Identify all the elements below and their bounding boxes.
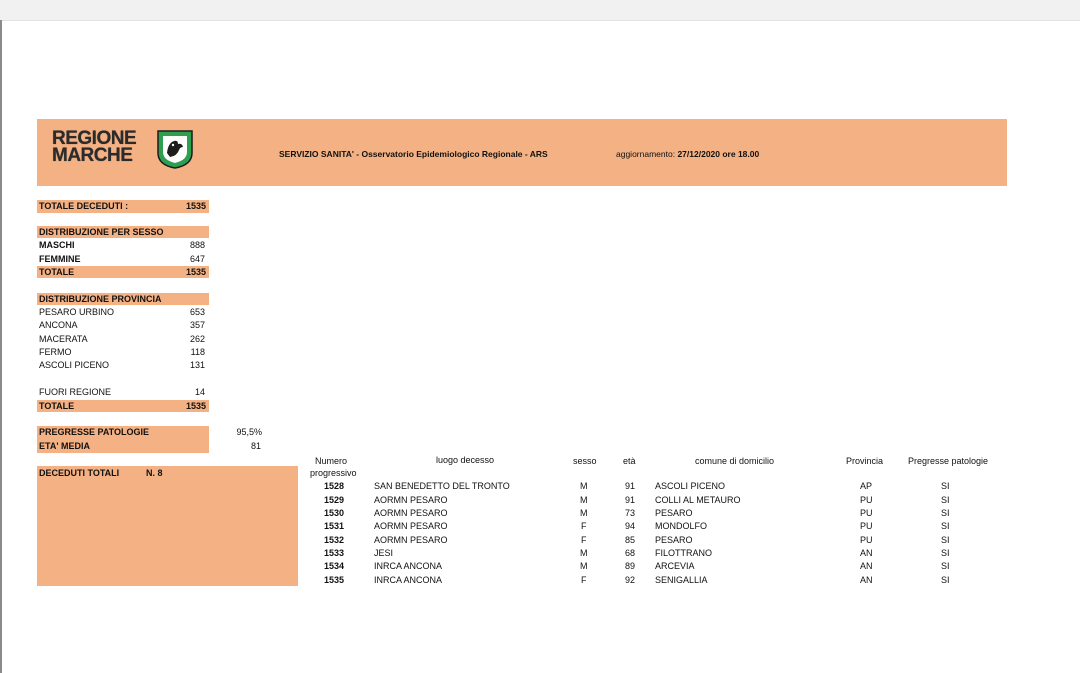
- cell-pat: SI: [941, 575, 950, 585]
- regione-shield-icon: [156, 129, 194, 169]
- cell-luogo: AORMN PESARO: [374, 508, 448, 518]
- cell-luogo: AORMN PESARO: [374, 495, 448, 505]
- viewer-top-bar: [0, 0, 1080, 21]
- cell-sesso: F: [581, 575, 587, 585]
- sex-total-label: TOTALE: [39, 267, 75, 277]
- pathologies-label: PREGRESSE PATOLOGIE: [39, 427, 150, 437]
- cell-comune: PESARO: [655, 535, 693, 545]
- cell-eta: 85: [625, 535, 636, 545]
- cell-comune: MONDOLFO: [655, 521, 708, 531]
- sex-distribution-header: [37, 226, 209, 238]
- outside-region-value: 14: [194, 387, 205, 397]
- province-total-value: 1535: [185, 401, 206, 411]
- cell-eta: 91: [625, 495, 636, 505]
- province-row: [39, 333, 207, 345]
- sex-total-bar: [37, 266, 209, 278]
- sex-total-value: 1535: [185, 267, 206, 277]
- province-row: [39, 359, 207, 371]
- cell-sesso: F: [581, 535, 587, 545]
- cell-prov: AN: [860, 575, 873, 585]
- report-header: [37, 119, 1007, 186]
- cell-pat: SI: [941, 561, 950, 571]
- province-distribution-header: [37, 293, 209, 305]
- regione-marche-logo: [52, 129, 182, 171]
- province-value: 118: [190, 347, 205, 357]
- cell-pat: SI: [941, 481, 950, 491]
- pathologies-value: 95,5%: [236, 427, 262, 437]
- logo-text-regione: REGIONE: [52, 128, 137, 149]
- deaths-total-label: DECEDUTI TOTALI: [39, 468, 120, 478]
- col-header-sesso: sesso: [573, 456, 597, 466]
- cell-num: 1533: [324, 548, 345, 558]
- cell-eta: 73: [625, 508, 636, 518]
- province-total-bar: [37, 400, 209, 412]
- service-title: SERVIZIO SANITA' - Osservatorio Epidemiologico Regionale - ARS: [279, 149, 548, 159]
- cell-comune: ARCEVIA: [655, 561, 695, 571]
- cell-prov: PU: [860, 535, 873, 545]
- age-value: 81: [250, 441, 261, 451]
- cell-num: 1535: [324, 575, 345, 585]
- cell-prov: AN: [860, 561, 873, 571]
- province-total-label: TOTALE: [39, 401, 75, 411]
- logo-text-marche: MARCHE: [52, 145, 133, 166]
- col-header-provincia: Provincia: [846, 456, 884, 466]
- update-info: [616, 149, 759, 159]
- cell-num: 1529: [324, 495, 345, 505]
- col-header-progressivo: progressivo: [310, 468, 357, 478]
- cell-eta: 91: [625, 481, 636, 491]
- cell-num: 1532: [324, 535, 345, 545]
- province-label: FERMO: [39, 347, 72, 357]
- cell-sesso: M: [580, 508, 588, 518]
- province-row: [39, 319, 207, 331]
- cell-pat: SI: [941, 521, 950, 531]
- viewer-left-edge: [0, 20, 2, 673]
- cell-eta: 92: [625, 575, 636, 585]
- cell-prov: PU: [860, 521, 873, 531]
- sex-label: MASCHI: [39, 240, 75, 250]
- province-distribution-title: DISTRIBUZIONE PROVINCIA: [39, 294, 162, 304]
- cell-luogo: JESI: [374, 548, 394, 558]
- cell-pat: SI: [941, 548, 950, 558]
- province-value: 131: [189, 360, 205, 370]
- province-label: ANCONA: [39, 320, 78, 330]
- cell-comune: FILOTTRANO: [655, 548, 713, 558]
- cell-pat: SI: [941, 508, 950, 518]
- province-value: 357: [189, 320, 205, 330]
- total-deaths-label: TOTALE DECEDUTI :: [39, 201, 129, 211]
- col-header-numero: Numero: [315, 456, 348, 466]
- cell-luogo: INRCA ANCONA: [374, 575, 443, 585]
- cell-num: 1530: [324, 508, 345, 518]
- province-value: 262: [189, 334, 205, 344]
- outside-region-label: FUORI REGIONE: [39, 387, 112, 397]
- cell-pat: SI: [941, 495, 950, 505]
- sex-label: FEMMINE: [39, 254, 81, 264]
- deaths-total-count: N. 8: [146, 468, 163, 478]
- deaths-total-box: [37, 466, 298, 586]
- cell-sesso: M: [580, 495, 588, 505]
- cell-num: 1534: [324, 561, 345, 571]
- cell-prov: AN: [860, 548, 873, 558]
- col-header-patologie: Pregresse patologie: [908, 456, 989, 466]
- cell-eta: 89: [625, 561, 636, 571]
- cell-eta: 94: [625, 521, 636, 531]
- cell-luogo: AORMN PESARO: [374, 521, 448, 531]
- cell-sesso: F: [581, 521, 587, 531]
- sex-row-male: [39, 239, 207, 251]
- province-label: ASCOLI PICENO: [39, 360, 110, 370]
- age-label: ETA' MEDIA: [39, 441, 90, 451]
- cell-comune: ASCOLI PICENO: [655, 481, 726, 491]
- cell-luogo: AORMN PESARO: [374, 535, 448, 545]
- cell-num: 1528: [324, 481, 345, 491]
- cell-luogo: SAN BENEDETTO DEL TRONTO: [374, 481, 510, 491]
- cell-sesso: M: [580, 481, 588, 491]
- cell-sesso: M: [580, 561, 588, 571]
- sex-value: 888: [189, 240, 205, 250]
- cell-eta: 68: [625, 548, 636, 558]
- cell-sesso: M: [580, 548, 588, 558]
- update-label: aggiornamento:: [616, 149, 676, 159]
- total-deaths-bar: [37, 200, 209, 213]
- total-deaths-value: 1535: [185, 201, 206, 211]
- sex-row-female: [39, 253, 207, 265]
- province-row: [39, 306, 207, 318]
- cell-comune: PESARO: [655, 508, 693, 518]
- cell-pat: SI: [941, 535, 950, 545]
- province-row: [39, 346, 207, 358]
- cell-prov: PU: [860, 495, 873, 505]
- update-value: 27/12/2020 ore 18.00: [677, 149, 760, 159]
- cell-luogo: INRCA ANCONA: [374, 561, 443, 571]
- sex-value: 647: [189, 254, 205, 264]
- province-label: MACERATA: [39, 334, 88, 344]
- cell-prov: AP: [860, 481, 873, 491]
- col-header-eta: età: [623, 456, 636, 466]
- cell-prov: PU: [860, 508, 873, 518]
- cell-num: 1531: [324, 521, 345, 531]
- col-header-luogo: luogo decesso: [436, 455, 495, 465]
- cell-comune: COLLI AL METAURO: [655, 495, 741, 505]
- province-label: PESARO URBINO: [39, 307, 115, 317]
- cell-comune: SENIGALLIA: [655, 575, 708, 585]
- province-value: 653: [189, 307, 205, 317]
- col-header-comune: comune di domicilio: [695, 456, 775, 466]
- sex-distribution-title: DISTRIBUZIONE PER SESSO: [39, 227, 164, 237]
- outside-region-row: [39, 386, 207, 398]
